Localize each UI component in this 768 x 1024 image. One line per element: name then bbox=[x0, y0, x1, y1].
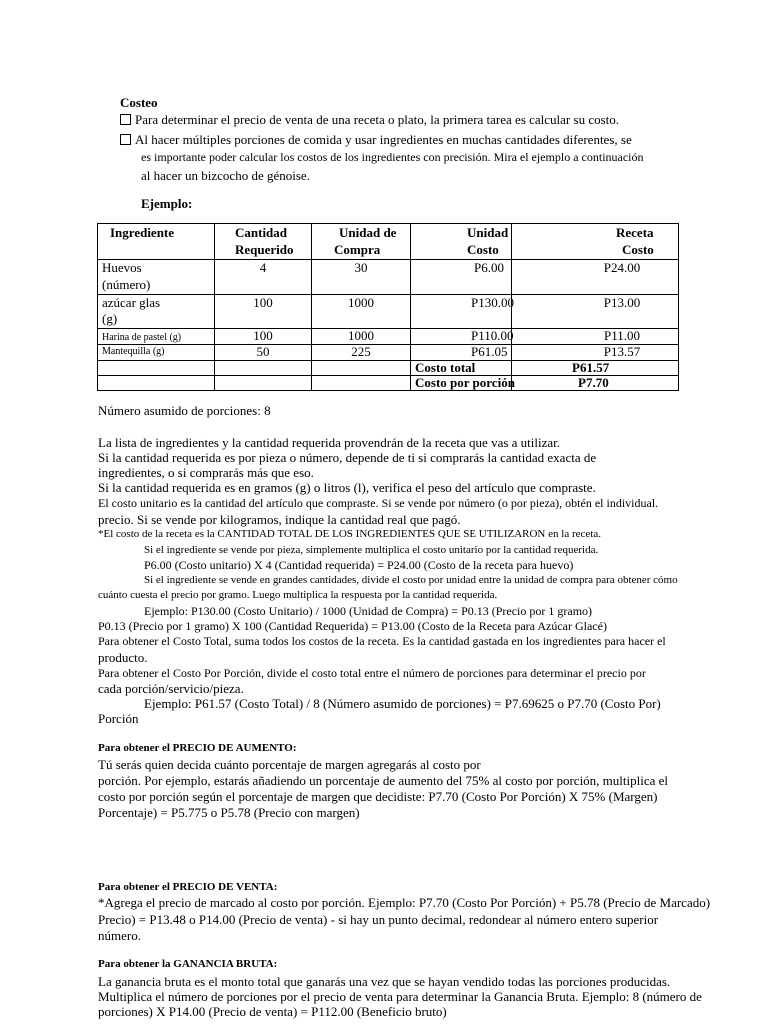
ganancia-line-1: La ganancia bruta es el monto total que ganarás una vez que se hayan vendido todas las porciones producidas. bbox=[98, 974, 671, 989]
header-cantidad: Cantidad Requerido bbox=[215, 224, 312, 260]
table-per-portion-row bbox=[98, 375, 679, 390]
cell-ingredient: Huevos (número) bbox=[98, 259, 215, 294]
aumento-line-2: porción. Por ejemplo, estarás añadiendo un porcentaje de aumento del 75% al costo por porción, multiplica el bbox=[98, 773, 669, 788]
venta-line-2: Precio) = P13.48 o P14.00 (Precio de venta) - si hay un punto decimal, redondear al número entero superior bbox=[98, 912, 659, 927]
cell-total-value: P61.57 bbox=[512, 360, 679, 375]
cell-unit-cost: P110.00 bbox=[411, 329, 512, 345]
body-p11: Para obtener el Costo Total, suma todos los costos de la receta. Es la cantidad gastada en los ingredientes para hacer el bbox=[98, 634, 666, 648]
header-unidad-compra: Unidad de Compra bbox=[312, 224, 411, 260]
venta-line-3: número. bbox=[98, 928, 141, 943]
body-p1: La lista de ingredientes y la cantidad requerida provendrán de la receta que vas a utilizar. bbox=[98, 435, 561, 450]
cell-unit-cost: P61.05 bbox=[411, 345, 512, 360]
portions-text: Número asumido de porciones: 8 bbox=[98, 403, 271, 418]
ingredients-table bbox=[97, 223, 679, 391]
aumento-heading: Para obtener el PRECIO DE AUMENTO: bbox=[98, 742, 297, 754]
page-title: Costeo bbox=[120, 95, 158, 110]
body-p7: P6.00 (Costo unitario) X 4 (Cantidad requerida) = P24.00 (Costo de la receta para huevo) bbox=[144, 558, 574, 572]
cell-cantidad: 50 bbox=[215, 345, 312, 360]
venta-line-1: *Agrega el precio de marcado al costo por porción. Ejemplo: P7.70 (Costo Por Porción) + P5.78 (Precio de Marcado) bbox=[98, 895, 711, 910]
body-p4b: precio. Si se vende por kilogramos, indique la cantidad real que pagó. bbox=[98, 512, 461, 527]
table-row bbox=[98, 294, 679, 329]
body-p8b: cuánto cuesta el precio por gramo. Luego multiplica la respuesta por la cantidad requerida. bbox=[98, 589, 498, 601]
ganancia-heading: Para obtener la GANANCIA BRUTA: bbox=[98, 958, 278, 970]
intro-bullet-2 bbox=[120, 133, 632, 148]
cell-recipe-cost: P11.00 bbox=[512, 329, 679, 345]
table-header-row bbox=[98, 224, 679, 260]
table-row bbox=[98, 345, 679, 360]
body-p13: Ejemplo: P61.57 (Costo Total) / 8 (Número asumido de porciones) = P7.69625 o P7.70 (Costo Por) bbox=[144, 696, 661, 711]
cell-per-portion-value: P7.70 bbox=[512, 375, 679, 390]
example-label: Ejemplo: bbox=[141, 196, 193, 211]
body-p4: El costo unitario es la cantidad del artículo que compraste. Si se vende por número (o por pieza), obtén el individual. bbox=[98, 496, 659, 510]
cell-unidad: 30 bbox=[312, 259, 411, 294]
body-p12b: cada porción/servicio/pieza. bbox=[98, 681, 244, 696]
table-total-row bbox=[98, 360, 679, 375]
header-receta-costo: Receta Costo bbox=[512, 224, 679, 260]
cell-cantidad: 100 bbox=[215, 294, 312, 329]
body-p2: Si la cantidad requerida es por pieza o número, depende de ti si comprarás la cantidad exacta de bbox=[98, 450, 597, 465]
aumento-line-4: Porcentaje) = P5.775 o P5.78 (Precio con margen) bbox=[98, 805, 360, 820]
intro-bullet-1 bbox=[120, 113, 619, 128]
body-p9: Ejemplo: P130.00 (Costo Unitario) / 1000 (Unidad de Compra) = P0.13 (Precio por 1 gramo) bbox=[144, 604, 593, 618]
aumento-line-3: costo por porción según el porcentaje de margen que decidiste: P7.70 (Costo Por Porción) X 75% (Margen) bbox=[98, 789, 658, 804]
body-p6: Si el ingrediente se vende por pieza, simplemente multiplica el costo unitario por la cantidad requerida. bbox=[144, 544, 599, 556]
cell-ingredient: Harina de pastel (g) bbox=[98, 329, 215, 345]
cell-unidad: 225 bbox=[312, 345, 411, 360]
ganancia-line-2: Multiplica el número de porciones por el precio de venta para determinar la Ganancia Bruta. Ejemplo: 8 (número de bbox=[98, 989, 702, 1004]
cell-recipe-cost: P13.57 bbox=[512, 345, 679, 360]
body-p11b: producto. bbox=[98, 650, 148, 665]
cell-ingredient: azúcar glas (g) bbox=[98, 294, 215, 329]
body-p10: P0.13 (Precio por 1 gramo) X 100 (Cantidad Requerida) = P13.00 (Costo de la Receta para Azúcar Glacé) bbox=[98, 619, 607, 633]
cell-unit-cost: P6.00 bbox=[411, 259, 512, 294]
intro-bullet-2-text: Al hacer múltiples porciones de comida y usar ingredientes en muchas cantidades diferentes, se bbox=[135, 132, 632, 147]
cell-unidad: 1000 bbox=[312, 329, 411, 345]
header-unidad-costo: Unidad Costo bbox=[411, 224, 512, 260]
venta-heading: Para obtener el PRECIO DE VENTA: bbox=[98, 881, 278, 893]
header-ingrediente: Ingrediente bbox=[98, 224, 215, 260]
ganancia-line-3: porciones) X P14.00 (Precio de venta) = P112.00 (Beneficio bruto) bbox=[98, 1004, 447, 1019]
cell-cantidad: 4 bbox=[215, 259, 312, 294]
body-p5: *El costo de la receta es la CANTIDAD TOTAL DE LOS INGREDIENTES QUE SE UTILIZARON en la receta. bbox=[98, 528, 601, 540]
body-p13b: Porción bbox=[98, 711, 139, 726]
bullet-box-icon bbox=[120, 114, 131, 125]
body-p8: Si el ingrediente se vende en grandes cantidades, divide el costo por unidad entre la unidad de compra para obtener cómo bbox=[144, 574, 678, 586]
cell-cantidad: 100 bbox=[215, 329, 312, 345]
intro-bullet-1-text: Para determinar el precio de venta de una receta o plato, la primera tarea es calcular su costo. bbox=[135, 112, 620, 127]
table-row bbox=[98, 329, 679, 345]
cell-ingredient: Mantequilla (g) bbox=[98, 345, 215, 360]
cell-per-portion-label: Costo por porción bbox=[411, 375, 512, 390]
aumento-line-1: Tú serás quien decida cuánto porcentaje de margen agregarás al costo por bbox=[98, 757, 481, 772]
bullet-box-icon bbox=[120, 134, 131, 145]
cell-total-label: Costo total bbox=[411, 360, 512, 375]
cell-recipe-cost: P13.00 bbox=[512, 294, 679, 329]
table-row bbox=[98, 259, 679, 294]
cell-unit-cost: P130.00 bbox=[411, 294, 512, 329]
body-p12: Para obtener el Costo Por Porción, divide el costo total entre el número de porciones para determinar el precio por bbox=[98, 666, 646, 680]
cell-recipe-cost: P24.00 bbox=[512, 259, 679, 294]
body-p2b: ingredientes, o si comprarás más que eso. bbox=[98, 465, 314, 480]
intro-bullet-2-cont-1: es importante poder calcular los costos de los ingredientes con precisión. Mira el ejemplo a continuación bbox=[141, 150, 644, 164]
intro-bullet-2-cont-2: al hacer un bizcocho de génoise. bbox=[141, 168, 310, 183]
body-p3: Si la cantidad requerida es en gramos (g) o litros (l), verifica el peso del artículo que compraste. bbox=[98, 480, 596, 495]
cell-unidad: 1000 bbox=[312, 294, 411, 329]
